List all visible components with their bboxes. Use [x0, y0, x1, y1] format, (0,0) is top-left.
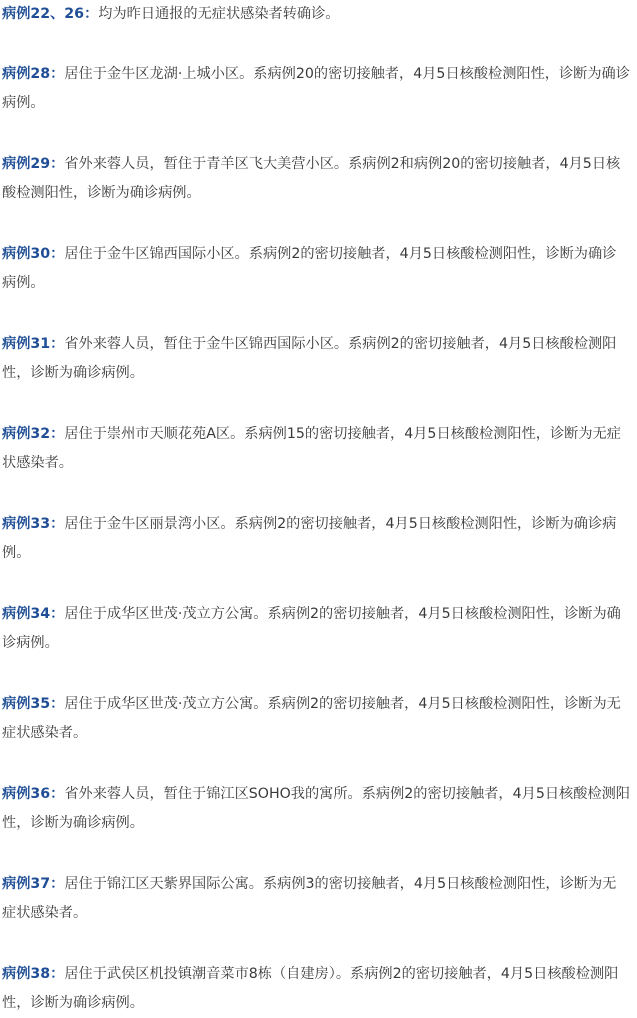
case-label-colon: ：	[50, 606, 65, 622]
case-label-colon: ：	[50, 156, 65, 172]
case-label: 病例30	[2, 246, 51, 262]
case-paragraph	[2, 150, 630, 208]
case-label-colon: ：	[50, 516, 65, 532]
case-paragraph	[2, 510, 630, 568]
case-paragraph	[2, 600, 630, 658]
case-label: 病例34	[2, 606, 51, 622]
case-label-colon: ：	[50, 786, 65, 802]
case-description: 省外来蓉人员，暂住于锦江区SOHO我的寓所。系病例2的密切接触者，4月5日核酸检测阳性，诊断为确诊病例。	[2, 786, 630, 831]
case-label-colon: ：	[84, 6, 99, 22]
case-label: 病例38	[2, 966, 51, 982]
case-description: 居住于金牛区丽景湾小区。系病例2的密切接触者，4月5日核酸检测阳性，诊断为确诊病例。	[2, 516, 617, 561]
case-description: 省外来蓉人员，暂住于青羊区飞大美营小区。系病例2和病例20的密切接触者，4月5日核酸检测阳性，诊断为确诊病例。	[2, 156, 621, 201]
case-label-colon: ：	[50, 66, 65, 82]
case-description: 居住于金牛区龙湖·上城小区。系病例20的密切接触者，4月5日核酸检测阳性，诊断为确诊病例。	[2, 66, 630, 111]
case-label: 病例32	[2, 426, 51, 442]
case-label: 病例35	[2, 696, 51, 712]
case-paragraph	[2, 690, 630, 748]
case-label-colon: ：	[50, 426, 65, 442]
case-label: 病例31	[2, 336, 51, 352]
case-label: 病例36	[2, 786, 51, 802]
case-paragraph	[2, 870, 630, 928]
case-label: 病例33	[2, 516, 51, 532]
case-description: 居住于锦江区天紫界国际公寓。系病例3的密切接触者，4月5日核酸检测阳性，诊断为无症状感染者。	[2, 876, 617, 921]
case-paragraph	[2, 960, 630, 1018]
case-paragraph	[2, 780, 630, 838]
case-label-colon: ：	[50, 876, 65, 892]
case-description: 均为昨日通报的无症状感染者转确诊。	[98, 6, 340, 22]
case-label: 病例22、26	[2, 6, 85, 22]
case-label: 病例29	[2, 156, 51, 172]
case-description: 居住于成华区世茂·茂立方公寓。系病例2的密切接触者，4月5日核酸检测阳性，诊断为无症状感染者。	[2, 696, 621, 741]
case-description: 居住于崇州市天顺花苑A区。系病例15的密切接触者，4月5日核酸检测阳性，诊断为无症状感染者。	[2, 426, 621, 471]
case-description: 居住于武侯区机投镇潮音菜市8栋（自建房）。系病例2的密切接触者，4月5日核酸检测阳性，诊断为确诊病例。	[2, 966, 619, 1011]
case-paragraph	[2, 240, 630, 298]
case-paragraph	[2, 420, 630, 478]
case-label-colon: ：	[50, 966, 65, 982]
case-label-colon: ：	[50, 696, 65, 712]
case-paragraph	[2, 330, 630, 388]
case-label-colon: ：	[50, 246, 65, 262]
case-label-colon: ：	[50, 336, 65, 352]
case-paragraph	[2, 60, 630, 118]
case-paragraph	[2, 0, 630, 29]
case-label: 病例28	[2, 66, 51, 82]
case-description: 省外来蓉人员，暂住于金牛区锦西国际小区。系病例2的密切接触者，4月5日核酸检测阳性，诊断为确诊病例。	[2, 336, 617, 381]
case-description: 居住于成华区世茂·茂立方公寓。系病例2的密切接触者，4月5日核酸检测阳性，诊断为确诊病例。	[2, 606, 621, 651]
case-description: 居住于金牛区锦西国际小区。系病例2的密切接触者，4月5日核酸检测阳性，诊断为确诊病例。	[2, 246, 617, 291]
case-label: 病例37	[2, 876, 51, 892]
